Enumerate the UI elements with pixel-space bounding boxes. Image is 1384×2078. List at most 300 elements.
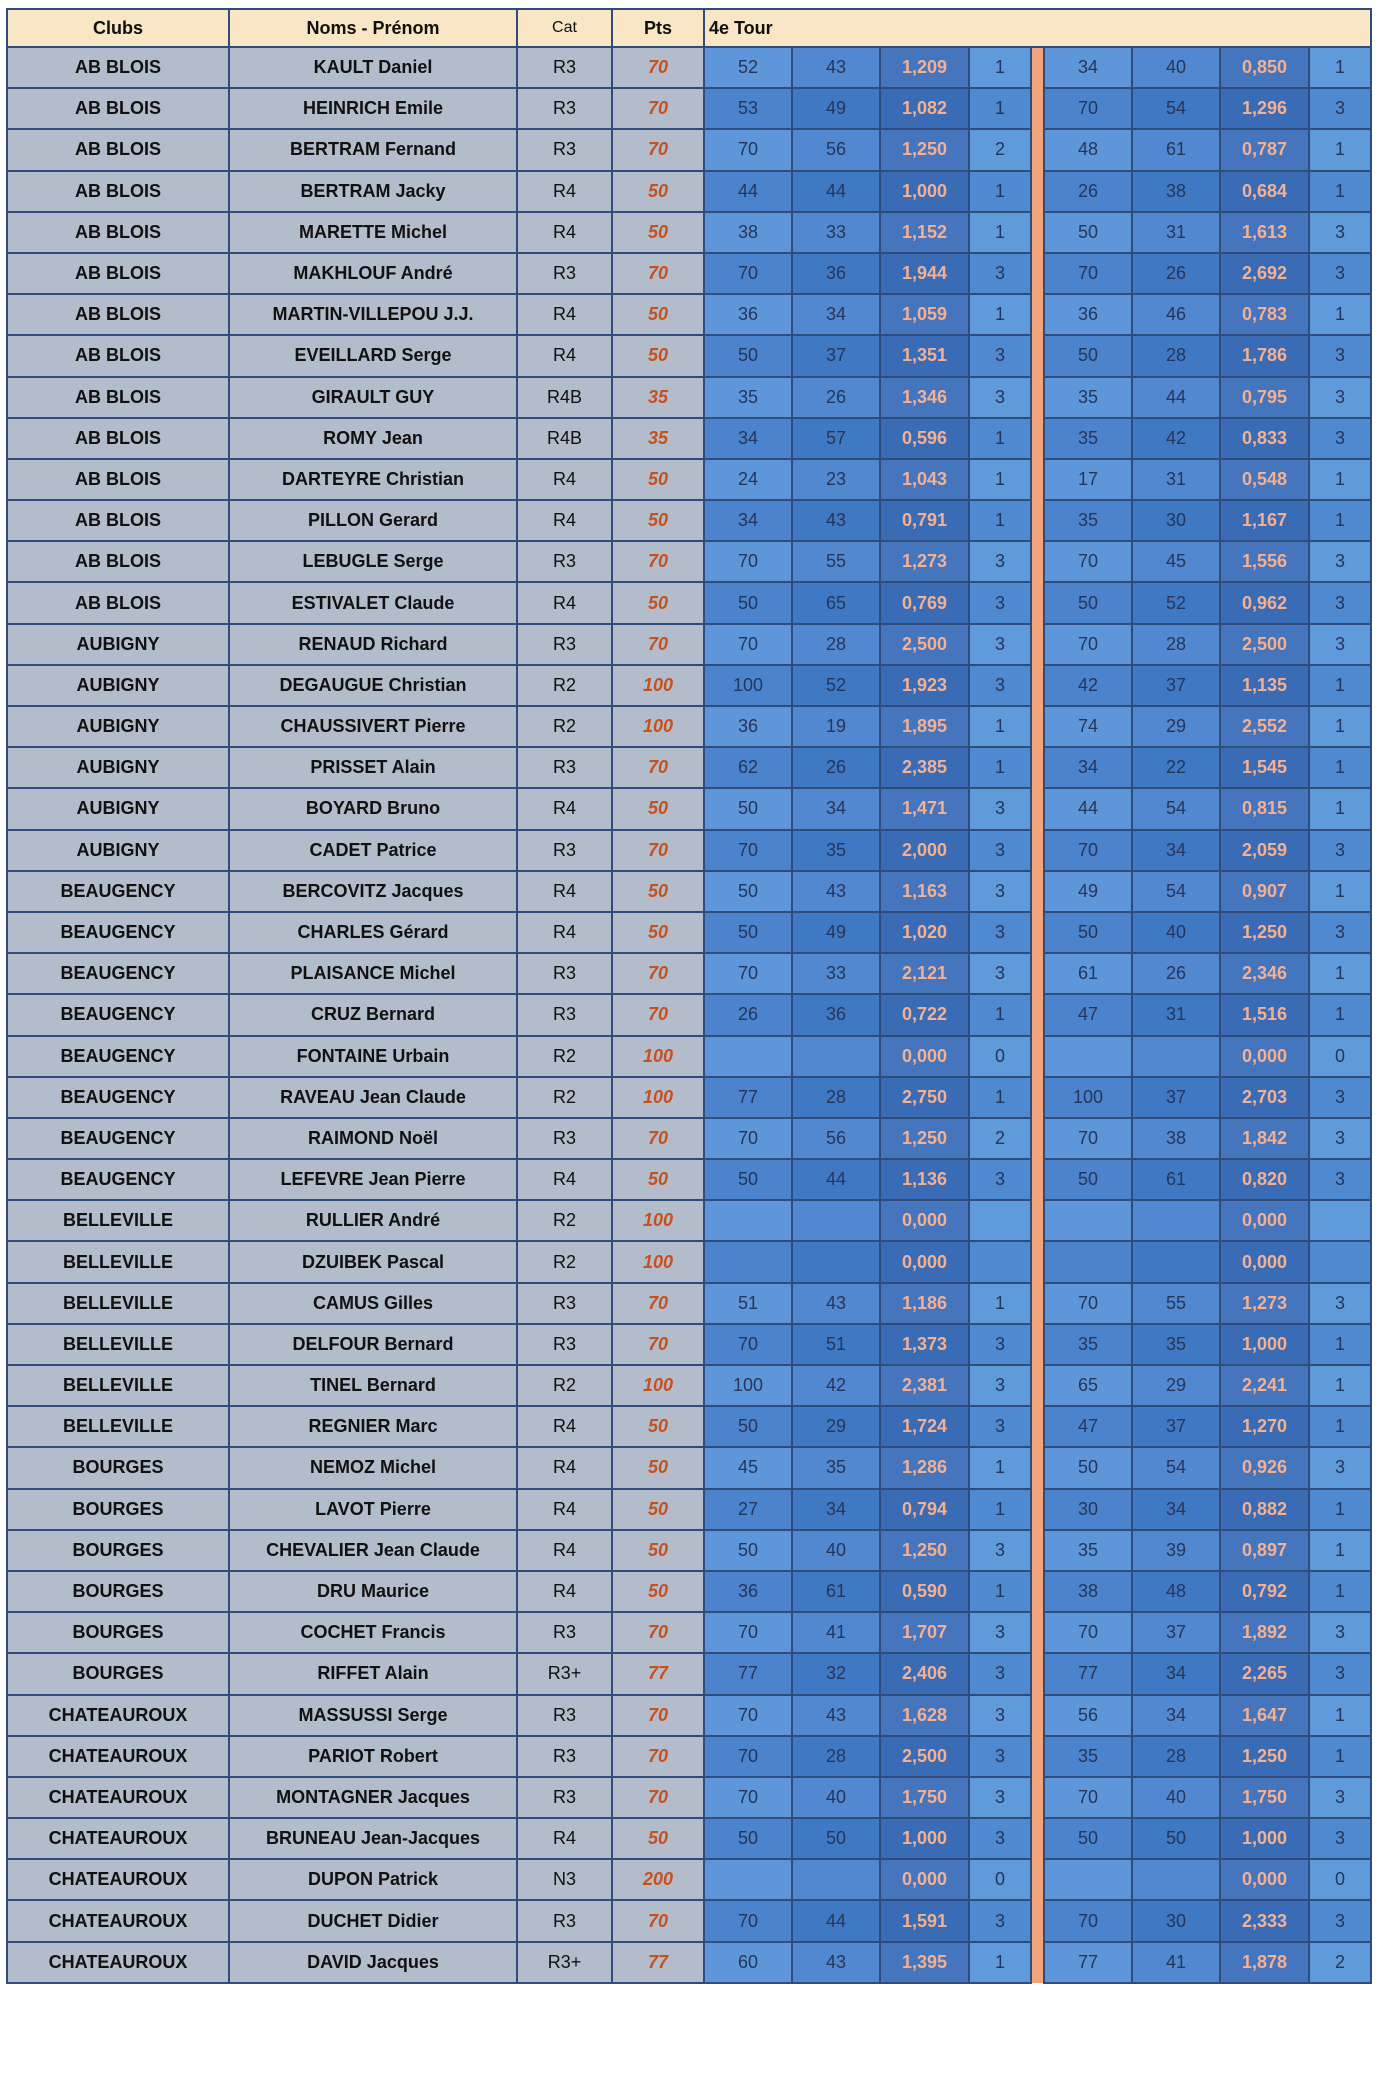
separator-cell [1031,1324,1044,1365]
match1-average-cell: 1,351 [880,335,969,376]
match1-innings-cell: 43 [792,500,880,541]
table-row [7,747,1371,788]
match2-average-cell: 0,962 [1220,582,1309,623]
points-cell: 100 [612,1241,704,1282]
match1-average-cell: 1,000 [880,1818,969,1859]
club-cell: AB BLOIS [7,377,229,418]
separator-cell [1031,88,1044,129]
match1-average-cell: 0,000 [880,1859,969,1900]
category-cell: R4 [517,1406,612,1447]
category-cell: R4 [517,1530,612,1571]
match2-points-scored-cell: 30 [1044,1489,1132,1530]
club-cell: AB BLOIS [7,335,229,376]
table-row [7,171,1371,212]
category-cell: R3 [517,830,612,871]
match2-match-points-cell: 0 [1309,1036,1371,1077]
separator-cell [1031,582,1044,623]
category-cell: R4 [517,871,612,912]
match2-innings-cell: 37 [1132,1406,1220,1447]
match2-innings-cell: 41 [1132,1942,1220,1983]
match1-points-scored-cell: 50 [704,582,792,623]
table-row [7,1200,1371,1241]
match2-match-points-cell: 1 [1309,500,1371,541]
match2-match-points-cell: 3 [1309,1118,1371,1159]
separator-cell [1031,171,1044,212]
points-cell: 70 [612,1283,704,1324]
match1-match-points-cell: 3 [969,1365,1031,1406]
points-cell: 50 [612,1489,704,1530]
match1-innings-cell: 36 [792,253,880,294]
match1-match-points-cell: 1 [969,294,1031,335]
match1-match-points-cell: 3 [969,335,1031,376]
match2-match-points-cell: 1 [1309,1695,1371,1736]
match1-points-scored-cell: 70 [704,541,792,582]
match2-points-scored-cell: 50 [1044,335,1132,376]
match1-match-points-cell: 0 [969,1036,1031,1077]
match1-match-points-cell: 3 [969,582,1031,623]
match1-match-points-cell: 1 [969,1283,1031,1324]
match1-innings-cell: 40 [792,1777,880,1818]
match1-innings-cell: 43 [792,1695,880,1736]
match2-innings-cell: 30 [1132,500,1220,541]
match2-innings-cell: 39 [1132,1530,1220,1571]
table-row [7,830,1371,871]
match1-innings-cell: 51 [792,1324,880,1365]
separator-cell [1031,1077,1044,1118]
match1-points-scored-cell: 36 [704,294,792,335]
match2-match-points-cell: 3 [1309,1159,1371,1200]
match2-match-points-cell: 3 [1309,88,1371,129]
category-cell: R3 [517,1118,612,1159]
match1-match-points-cell [969,1200,1031,1241]
category-cell: N3 [517,1859,612,1900]
match1-points-scored-cell: 38 [704,212,792,253]
table-row [7,1447,1371,1488]
match2-average-cell: 2,346 [1220,953,1309,994]
table-row [7,1942,1371,1983]
club-cell: AB BLOIS [7,88,229,129]
points-cell: 70 [612,624,704,665]
match2-points-scored-cell: 49 [1044,871,1132,912]
match1-match-points-cell: 1 [969,171,1031,212]
match1-average-cell: 0,794 [880,1489,969,1530]
match1-average-cell: 0,590 [880,1571,969,1612]
points-cell: 70 [612,541,704,582]
match1-average-cell: 1,152 [880,212,969,253]
match2-average-cell: 2,703 [1220,1077,1309,1118]
points-cell: 35 [612,377,704,418]
match2-average-cell: 0,000 [1220,1036,1309,1077]
match2-innings-cell: 61 [1132,129,1220,170]
match2-innings-cell: 38 [1132,1118,1220,1159]
player-name-cell: BRUNEAU Jean-Jacques [229,1818,517,1859]
table-row [7,1077,1371,1118]
match2-match-points-cell: 1 [1309,706,1371,747]
points-cell: 50 [612,1159,704,1200]
table-row [7,1241,1371,1282]
match1-points-scored-cell: 50 [704,1406,792,1447]
table-row [7,459,1371,500]
match2-match-points-cell: 3 [1309,1777,1371,1818]
match2-match-points-cell: 3 [1309,335,1371,376]
match2-points-scored-cell: 35 [1044,500,1132,541]
match1-average-cell: 2,000 [880,830,969,871]
header-clubs: Clubs [7,9,229,47]
match1-innings-cell [792,1200,880,1241]
separator-cell [1031,1612,1044,1653]
match2-points-scored-cell: 70 [1044,830,1132,871]
match2-innings-cell: 61 [1132,1159,1220,1200]
match2-average-cell: 0,684 [1220,171,1309,212]
match2-match-points-cell: 1 [1309,1530,1371,1571]
player-name-cell: CAMUS Gilles [229,1283,517,1324]
separator-cell [1031,788,1044,829]
player-name-cell: RIFFET Alain [229,1653,517,1694]
match1-average-cell: 1,020 [880,912,969,953]
match2-points-scored-cell: 70 [1044,1900,1132,1941]
points-cell: 70 [612,1612,704,1653]
separator-cell [1031,1489,1044,1530]
match1-average-cell: 0,000 [880,1200,969,1241]
separator-cell [1031,1241,1044,1282]
match2-match-points-cell [1309,1200,1371,1241]
match2-innings-cell: 35 [1132,1324,1220,1365]
category-cell: R3 [517,253,612,294]
points-cell: 50 [612,1447,704,1488]
match2-average-cell: 0,833 [1220,418,1309,459]
match1-average-cell: 1,628 [880,1695,969,1736]
match1-innings-cell: 34 [792,788,880,829]
match1-average-cell: 1,250 [880,129,969,170]
table-row [7,1489,1371,1530]
match2-points-scored-cell: 34 [1044,47,1132,88]
match2-points-scored-cell: 50 [1044,212,1132,253]
points-cell: 100 [612,665,704,706]
category-cell: R3+ [517,1942,612,1983]
match2-points-scored-cell: 65 [1044,1365,1132,1406]
match1-average-cell: 1,286 [880,1447,969,1488]
match1-innings-cell [792,1241,880,1282]
match2-match-points-cell: 1 [1309,294,1371,335]
match1-average-cell: 1,346 [880,377,969,418]
match2-match-points-cell: 3 [1309,1818,1371,1859]
match2-average-cell: 1,842 [1220,1118,1309,1159]
match2-points-scored-cell: 36 [1044,294,1132,335]
header-tour: 4e Tour [704,9,1371,47]
club-cell: BELLEVILLE [7,1324,229,1365]
match1-match-points-cell: 1 [969,747,1031,788]
match1-match-points-cell: 1 [969,994,1031,1035]
club-cell: BELLEVILLE [7,1406,229,1447]
match1-match-points-cell: 3 [969,1736,1031,1777]
match1-match-points-cell: 3 [969,788,1031,829]
match2-match-points-cell: 1 [1309,459,1371,500]
club-cell: AUBIGNY [7,706,229,747]
match1-match-points-cell [969,1241,1031,1282]
club-cell: BELLEVILLE [7,1200,229,1241]
match1-points-scored-cell: 70 [704,953,792,994]
player-name-cell: GIRAULT GUY [229,377,517,418]
points-cell: 50 [612,171,704,212]
match2-match-points-cell: 3 [1309,1077,1371,1118]
match1-innings-cell: 43 [792,1283,880,1324]
club-cell: BOURGES [7,1489,229,1530]
points-cell: 70 [612,1900,704,1941]
separator-cell [1031,1818,1044,1859]
match1-match-points-cell: 0 [969,1859,1031,1900]
match2-average-cell: 1,750 [1220,1777,1309,1818]
match2-average-cell: 1,545 [1220,747,1309,788]
table-row [7,994,1371,1035]
club-cell: BEAUGENCY [7,1036,229,1077]
separator-cell [1031,665,1044,706]
separator-cell [1031,830,1044,871]
match1-points-scored-cell: 60 [704,1942,792,1983]
player-name-cell: BERTRAM Fernand [229,129,517,170]
match2-points-scored-cell: 74 [1044,706,1132,747]
match2-innings-cell: 26 [1132,953,1220,994]
table-row [7,1777,1371,1818]
match1-average-cell: 2,406 [880,1653,969,1694]
match2-average-cell: 0,882 [1220,1489,1309,1530]
match1-match-points-cell: 3 [969,830,1031,871]
match1-points-scored-cell: 50 [704,1159,792,1200]
table-row [7,665,1371,706]
separator-cell [1031,129,1044,170]
match1-match-points-cell: 1 [969,706,1031,747]
match1-match-points-cell: 3 [969,912,1031,953]
match2-average-cell: 0,000 [1220,1200,1309,1241]
match1-points-scored-cell: 70 [704,624,792,665]
player-name-cell: DUCHET Didier [229,1900,517,1941]
match2-average-cell: 0,548 [1220,459,1309,500]
match2-match-points-cell: 3 [1309,1900,1371,1941]
match2-innings-cell: 37 [1132,665,1220,706]
match1-points-scored-cell: 27 [704,1489,792,1530]
match1-match-points-cell: 1 [969,459,1031,500]
club-cell: CHATEAUROUX [7,1695,229,1736]
club-cell: AB BLOIS [7,129,229,170]
match2-points-scored-cell: 48 [1044,129,1132,170]
match2-average-cell: 0,850 [1220,47,1309,88]
match2-average-cell: 0,795 [1220,377,1309,418]
category-cell: R3 [517,541,612,582]
match1-average-cell: 0,791 [880,500,969,541]
club-cell: BOURGES [7,1653,229,1694]
match1-average-cell: 1,000 [880,171,969,212]
separator-cell [1031,1036,1044,1077]
match2-innings-cell: 34 [1132,1489,1220,1530]
match1-match-points-cell: 1 [969,1942,1031,1983]
match1-match-points-cell: 1 [969,1447,1031,1488]
club-cell: AUBIGNY [7,624,229,665]
table-row [7,912,1371,953]
points-cell: 70 [612,47,704,88]
table-row [7,1283,1371,1324]
separator-cell [1031,1118,1044,1159]
category-cell: R2 [517,1036,612,1077]
match1-innings-cell: 44 [792,1159,880,1200]
match1-points-scored-cell: 50 [704,1530,792,1571]
club-cell: CHATEAUROUX [7,1942,229,1983]
match2-innings-cell [1132,1036,1220,1077]
points-cell: 50 [612,1571,704,1612]
match2-match-points-cell: 3 [1309,1447,1371,1488]
table-row [7,335,1371,376]
match1-innings-cell: 61 [792,1571,880,1612]
match2-points-scored-cell: 70 [1044,541,1132,582]
table-row [7,418,1371,459]
match2-average-cell: 2,059 [1220,830,1309,871]
match2-match-points-cell: 1 [1309,1365,1371,1406]
table-row [7,500,1371,541]
match1-innings-cell: 34 [792,294,880,335]
match2-points-scored-cell: 50 [1044,1159,1132,1200]
match1-match-points-cell: 3 [969,665,1031,706]
category-cell: R3 [517,1777,612,1818]
points-cell: 70 [612,953,704,994]
club-cell: BEAUGENCY [7,871,229,912]
match1-points-scored-cell: 50 [704,912,792,953]
match2-average-cell: 2,265 [1220,1653,1309,1694]
match1-points-scored-cell [704,1200,792,1241]
match1-match-points-cell: 1 [969,1489,1031,1530]
player-name-cell: CADET Patrice [229,830,517,871]
match2-innings-cell: 54 [1132,871,1220,912]
club-cell: AB BLOIS [7,541,229,582]
table-row [7,1159,1371,1200]
match1-average-cell: 1,895 [880,706,969,747]
match2-innings-cell: 38 [1132,171,1220,212]
match1-average-cell: 1,273 [880,541,969,582]
match1-innings-cell: 41 [792,1612,880,1653]
player-name-cell: PRISSET Alain [229,747,517,788]
match1-innings-cell: 26 [792,747,880,788]
category-cell: R3 [517,129,612,170]
club-cell: AB BLOIS [7,171,229,212]
category-cell: R4 [517,1489,612,1530]
match1-match-points-cell: 2 [969,1118,1031,1159]
category-cell: R2 [517,665,612,706]
results-body [7,47,1371,1983]
match2-match-points-cell: 1 [1309,1324,1371,1365]
match1-innings-cell: 19 [792,706,880,747]
match2-innings-cell: 26 [1132,253,1220,294]
match2-match-points-cell: 1 [1309,129,1371,170]
match2-innings-cell: 34 [1132,830,1220,871]
club-cell: CHATEAUROUX [7,1777,229,1818]
player-name-cell: TINEL Bernard [229,1365,517,1406]
club-cell: BOURGES [7,1447,229,1488]
match1-points-scored-cell: 36 [704,1571,792,1612]
category-cell: R3 [517,1324,612,1365]
separator-cell [1031,1942,1044,1983]
table-row [7,1036,1371,1077]
match1-points-scored-cell [704,1241,792,1282]
separator-cell [1031,1406,1044,1447]
match2-average-cell: 2,692 [1220,253,1309,294]
match2-innings-cell: 28 [1132,624,1220,665]
category-cell: R2 [517,706,612,747]
player-name-cell: BOYARD Bruno [229,788,517,829]
match1-match-points-cell: 3 [969,1695,1031,1736]
match2-points-scored-cell: 35 [1044,418,1132,459]
club-cell: AB BLOIS [7,582,229,623]
match2-match-points-cell [1309,1241,1371,1282]
match1-points-scored-cell: 70 [704,830,792,871]
match2-innings-cell: 40 [1132,912,1220,953]
club-cell: BEAUGENCY [7,1159,229,1200]
match1-match-points-cell: 1 [969,1571,1031,1612]
match2-match-points-cell: 3 [1309,1283,1371,1324]
separator-cell [1031,541,1044,582]
match2-points-scored-cell: 17 [1044,459,1132,500]
match2-innings-cell [1132,1241,1220,1282]
match2-points-scored-cell: 42 [1044,665,1132,706]
player-name-cell: NEMOZ Michel [229,1447,517,1488]
player-name-cell: PARIOT Robert [229,1736,517,1777]
match2-points-scored-cell: 44 [1044,788,1132,829]
match2-innings-cell: 46 [1132,294,1220,335]
match2-points-scored-cell [1044,1200,1132,1241]
match1-match-points-cell: 3 [969,1406,1031,1447]
match1-average-cell: 1,923 [880,665,969,706]
match1-points-scored-cell: 62 [704,747,792,788]
match2-average-cell: 1,786 [1220,335,1309,376]
match2-average-cell: 1,273 [1220,1283,1309,1324]
match1-match-points-cell: 2 [969,129,1031,170]
category-cell: R4 [517,500,612,541]
category-cell: R4 [517,582,612,623]
club-cell: CHATEAUROUX [7,1736,229,1777]
match1-points-scored-cell: 50 [704,871,792,912]
match2-innings-cell: 28 [1132,1736,1220,1777]
points-cell: 70 [612,1736,704,1777]
match1-innings-cell: 28 [792,1077,880,1118]
match2-match-points-cell: 2 [1309,1942,1371,1983]
match2-innings-cell: 30 [1132,1900,1220,1941]
match1-average-cell: 1,944 [880,253,969,294]
match2-average-cell: 0,820 [1220,1159,1309,1200]
player-name-cell: RAIMOND Noël [229,1118,517,1159]
category-cell: R3 [517,1695,612,1736]
match1-points-scored-cell: 77 [704,1653,792,1694]
match2-average-cell: 1,000 [1220,1818,1309,1859]
player-name-cell: REGNIER Marc [229,1406,517,1447]
points-cell: 200 [612,1859,704,1900]
match1-match-points-cell: 1 [969,88,1031,129]
match2-average-cell: 2,241 [1220,1365,1309,1406]
separator-cell [1031,912,1044,953]
match2-points-scored-cell [1044,1859,1132,1900]
match1-points-scored-cell: 50 [704,788,792,829]
player-name-cell: DELFOUR Bernard [229,1324,517,1365]
match1-innings-cell: 32 [792,1653,880,1694]
match2-points-scored-cell: 70 [1044,1612,1132,1653]
match1-match-points-cell: 1 [969,47,1031,88]
player-name-cell: LEBUGLE Serge [229,541,517,582]
match2-innings-cell: 29 [1132,706,1220,747]
match2-average-cell: 2,333 [1220,1900,1309,1941]
points-cell: 50 [612,1406,704,1447]
points-cell: 50 [612,912,704,953]
match2-innings-cell [1132,1859,1220,1900]
match2-match-points-cell: 3 [1309,418,1371,459]
player-name-cell: DAVID Jacques [229,1942,517,1983]
separator-cell [1031,624,1044,665]
club-cell: AUBIGNY [7,665,229,706]
match1-match-points-cell: 3 [969,624,1031,665]
